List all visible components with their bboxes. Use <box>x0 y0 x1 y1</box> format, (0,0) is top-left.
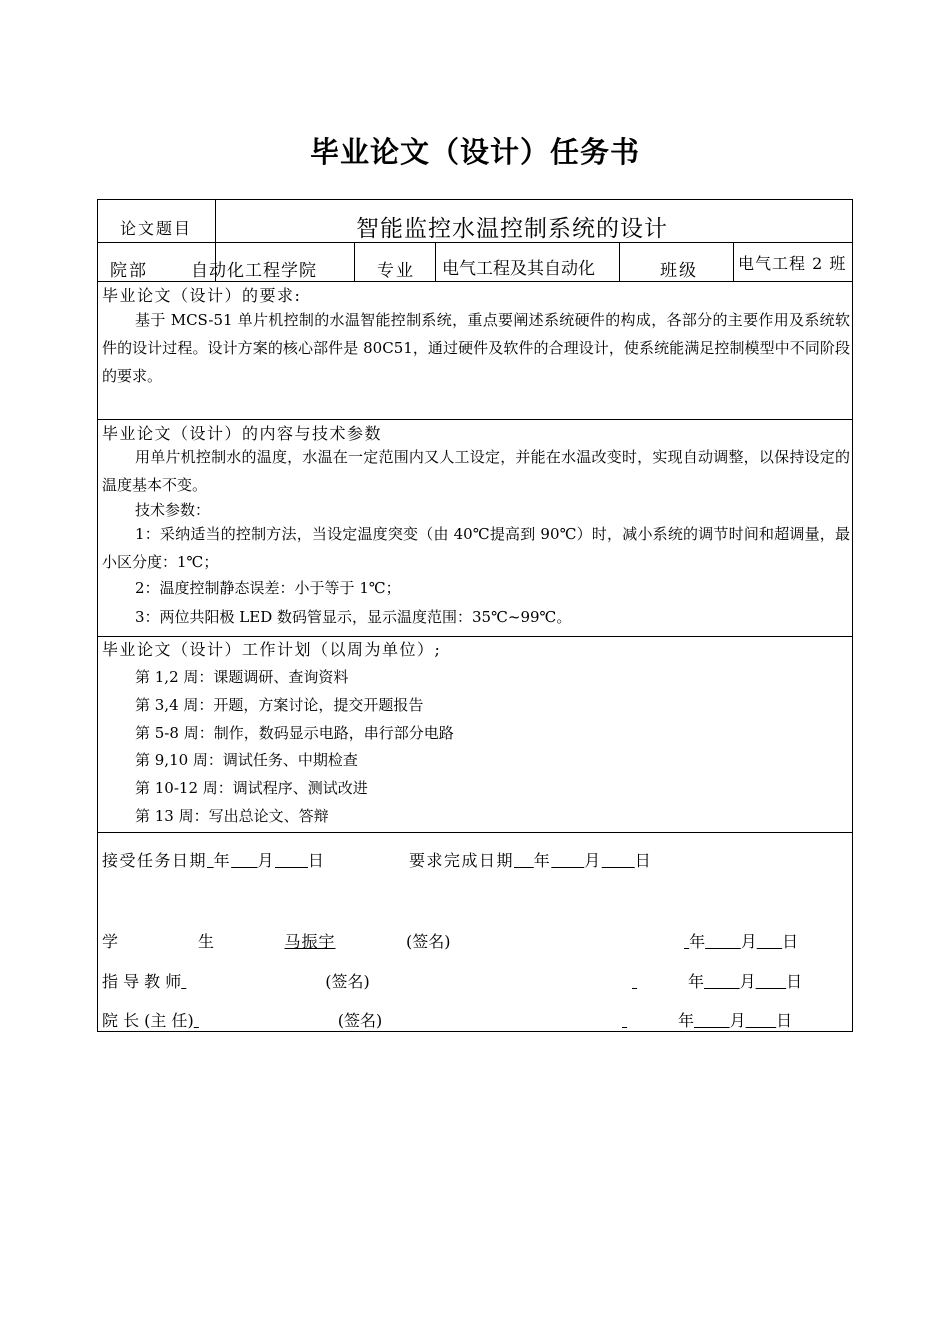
require-date-label: 要求完成日期 <box>409 851 515 870</box>
plan-item: 第 9,10 周：调试任务、中期检查 <box>135 751 358 769</box>
plan-item: 第 5-8 周：制作，数码显示电路，串行部分电路 <box>135 724 454 742</box>
params-label: 技术参数： <box>135 501 211 519</box>
row-divider <box>98 281 852 282</box>
major-label: 专业 <box>377 261 415 281</box>
plan-heading: 毕业论文（设计）工作计划（以周为单位）; <box>102 640 442 659</box>
param-3: 3：两位共阳极 LED 数码管显示，显示温度范围：35℃~99℃。 <box>135 608 572 626</box>
thesis-title-label: 论文题目 <box>120 219 193 238</box>
accept-date: 接受任务日期 年 月 日 <box>102 851 326 870</box>
row-divider <box>98 832 852 833</box>
col-divider <box>619 242 620 281</box>
advisor-label: 指 导 教 师 <box>102 972 182 991</box>
col-divider <box>354 242 355 281</box>
document-title: 毕业论文（设计）任务书 <box>309 135 640 169</box>
advisor-signature-row: 指 导 教 师 (签名) <box>102 972 370 991</box>
accept-date-label: 接受任务日期 <box>102 851 208 870</box>
dean-signature-row: 院 长 (主 任) (签名) <box>102 1011 383 1030</box>
plan-item: 第 1,2 周：课题调研、查询资料 <box>135 668 349 686</box>
thesis-title: 智能监控水温控制系统的设计 <box>356 216 668 242</box>
dept-label: 院部 <box>110 261 148 281</box>
major-value: 电气工程及其自动化 <box>442 259 595 279</box>
col-divider <box>733 242 734 281</box>
class-value: 电气工程 2 班 <box>738 254 847 273</box>
requirements-text: 基于 MCS-51 单片机控制的水温智能控制系统，重点要阐述系统硬件的构成，各部分的主要作用及系统软件的设计过程。设计方案的核心部件是 80C51，通过硬件及软件的合理设计，使系统能满足控制模型中不同阶段的要求。 <box>102 311 850 385</box>
student-name: 马振宇 <box>284 932 336 951</box>
param-2: 2：温度控制静态误差：小于等于 1℃； <box>135 579 401 597</box>
dean-date: 年 月 日 <box>678 1011 793 1030</box>
dean-label: 院 长 (主 任) <box>102 1011 194 1030</box>
content-intro: 用单片机控制水的温度，水温在一定范围内又人工设定，并能在水温改变时，实现自动调整，以保持设定的温度基本不变。 <box>102 448 850 494</box>
require-date: 要求完成日期 年 月 日 <box>409 851 653 870</box>
param-1: 1：采纳适当的控制方法，当设定温度突变（由 40℃提高到 90℃）时，减小系统的调节时间和超调量，最小区分度：1℃； <box>102 525 850 571</box>
dept-value: 自动化工程学院 <box>191 261 317 281</box>
requirements-heading: 毕业论文（设计）的要求: <box>102 286 302 305</box>
row-divider <box>98 419 852 420</box>
plan-item: 第 10-12 周：调试程序、测试改进 <box>135 779 368 797</box>
student-label: 学 <box>102 932 119 951</box>
advisor-date: 年 月 日 <box>688 972 803 991</box>
col-divider <box>435 242 436 281</box>
content-heading: 毕业论文（设计）的内容与技术参数 <box>102 424 383 443</box>
task-table <box>97 199 853 1032</box>
student-date: 年 月 日 <box>689 932 799 951</box>
plan-item: 第 3,4 周：开题，方案讨论，提交开题报告 <box>135 696 424 714</box>
class-label: 班级 <box>660 261 698 281</box>
col-divider <box>215 200 216 242</box>
student-signature-row: 学 生 马振宇 (签名) <box>102 929 451 952</box>
plan-item: 第 13 周：写出总论文、答辩 <box>135 807 329 825</box>
